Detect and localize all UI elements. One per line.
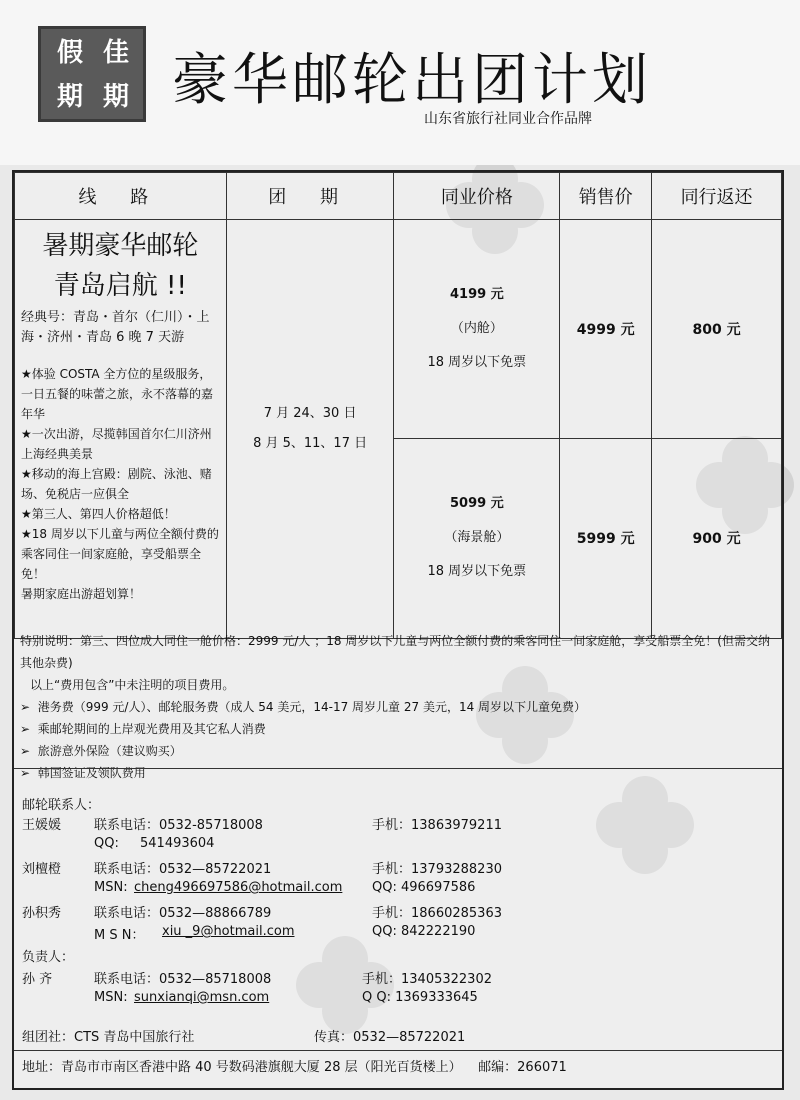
- logo-char: 期: [56, 82, 83, 112]
- excluded-item: ➢ 韩国签证及领队费用: [20, 766, 146, 780]
- contact-mobile: 手机：18660285363: [372, 906, 502, 921]
- contact-msn-label: MSN:: [94, 880, 128, 895]
- sale-price: 4999 元: [560, 220, 652, 439]
- route-description: [15, 220, 227, 639]
- special-note: 特别说明：第三、四位成人同住一舱价格：2999 元/人 ；18 周岁以下儿童与两位全额付费的乘客同住一间家庭舱，享受船票全免！(但需交纳其他杂费): [20, 634, 770, 670]
- bullet-icon: ➢: [20, 700, 31, 714]
- address: 地址：青岛市市南区香港中路 40 号数码港旗舰大厦 28 层（阳光百货楼上）: [22, 1060, 462, 1075]
- route-title-line: 青岛启航 !!: [53, 271, 187, 301]
- section-label: 负责人：: [22, 950, 75, 965]
- contact-msn-link[interactable]: xiu _9@hotmail.com: [162, 924, 295, 939]
- feature-item: ★18 周岁以下儿童与两位全额付费的乘客同住一间家庭舱，享受船票全免！: [21, 527, 219, 581]
- departure-dates: [226, 220, 394, 639]
- rebate: 900 元: [652, 438, 782, 638]
- feature-item: 暑期家庭出游超划算！: [21, 587, 142, 601]
- trade-price-cell: [394, 438, 560, 638]
- manager-qq: Q Q: 1369333645: [362, 990, 478, 1005]
- date-line: 8 月 5、11、17 日: [253, 436, 368, 451]
- divider: [14, 1050, 782, 1051]
- bullet-icon: ➢: [20, 722, 31, 736]
- page-title: 豪华邮轮出团计划: [172, 48, 652, 113]
- bullet-icon: ➢: [20, 766, 31, 780]
- postcode: 邮编：266071: [478, 1060, 567, 1075]
- manager-name: 孙 齐: [22, 972, 53, 987]
- excluded-intro: 以上“费用包含”中未注明的项目费用。: [30, 678, 235, 692]
- contact-name: 孙积秀: [22, 906, 62, 921]
- date-line: 7 月 24、30 日: [263, 406, 357, 421]
- sale-price: 5999 元: [560, 438, 652, 638]
- fax: 传真：0532—85722021: [314, 1030, 466, 1045]
- price-note: 18 周岁以下免票: [427, 354, 527, 370]
- contact-msn-link[interactable]: cheng496697586@hotmail.com: [134, 880, 343, 895]
- contact-name: 刘檀橙: [22, 862, 62, 877]
- column-header: 线 路: [15, 173, 227, 220]
- contact-name: 王媛媛: [22, 818, 62, 833]
- manager-msn-label: MSN:: [94, 990, 128, 1005]
- rebate: 800 元: [652, 220, 782, 439]
- route-title-line: 暑期豪华邮轮: [42, 231, 199, 261]
- contact-phone: 联系电话：0532—85722021: [94, 862, 272, 877]
- address-line: [22, 1056, 567, 1075]
- notes-section: [20, 630, 780, 784]
- price-note: 18 周岁以下免票: [427, 564, 527, 580]
- column-header: 同业价格: [394, 173, 560, 220]
- logo-char: 期: [102, 82, 129, 112]
- trade-price-cell: [394, 220, 560, 439]
- bullet-icon: ➢: [20, 744, 31, 758]
- divider: [14, 768, 782, 769]
- organizer: 组团社：CTS 青岛中国旅行社: [22, 1030, 195, 1045]
- column-header: 销售价: [560, 173, 652, 220]
- column-header: 团 期: [226, 173, 394, 220]
- page-subtitle: 山东省旅行社同业合作品牌: [424, 111, 592, 127]
- logo-char: 假: [56, 38, 83, 68]
- column-header: 同行返还: [652, 173, 782, 220]
- contact-qq: QQ: 496697586: [372, 880, 476, 895]
- excluded-item: ➢ 乘邮轮期间的上岸观光费用及其它私人消费: [20, 722, 266, 736]
- feature-item: ★体验 COSTA 全方位的星级服务，一日五餐的味蕾之旅，永不落幕的嘉年华: [21, 367, 214, 421]
- logo-char: 佳: [102, 38, 129, 68]
- route-table: [14, 172, 782, 639]
- contact-qq-label: QQ:: [94, 836, 119, 851]
- brand-logo: [38, 26, 146, 122]
- contact-msn-label: M S N：: [94, 928, 145, 943]
- feature-item: ★一次出游，尽揽韩国首尔仁川济州上海经典美景: [21, 427, 212, 461]
- contact-mobile: 手机：13793288230: [372, 862, 502, 877]
- feature-item: ★第三人、第四人价格超低！: [21, 507, 176, 521]
- content-frame: [12, 170, 784, 1090]
- cabin-type: （海景舱）: [444, 530, 510, 546]
- excluded-item: ➢ 旅游意外保险（建议购买）: [20, 744, 182, 758]
- cabin-type: （内舱）: [450, 320, 503, 336]
- manager-mobile: 手机：13405322302: [362, 972, 492, 987]
- route-code: 经典号：青岛・首尔（仁川）・上海・济州・青岛 6 晚 7 天游: [21, 310, 210, 345]
- manager-msn-link[interactable]: sunxianqi@msn.com: [134, 990, 270, 1005]
- route-features: [21, 364, 220, 604]
- trade-price: 4199 元: [449, 286, 504, 302]
- manager-phone: 联系电话：0532—85718008: [94, 972, 272, 987]
- table-row: [15, 220, 782, 439]
- header: [0, 0, 800, 165]
- contact-qq: 541493604: [140, 836, 215, 851]
- trade-price: 5099 元: [449, 496, 504, 512]
- feature-item: ★移动的海上宫殿：剧院、泳池、赌场、免税店一应俱全: [21, 467, 212, 501]
- table-header-row: [15, 173, 782, 220]
- contact-phone: 联系电话：0532-85718008: [94, 818, 263, 833]
- section-label: 邮轮联系人：: [22, 798, 101, 813]
- contact-mobile: 手机：13863979211: [372, 818, 502, 833]
- contact-qq: QQ: 842222190: [372, 924, 476, 939]
- excluded-item: ➢ 港务费（999 元/人）、邮轮服务费（成人 54 美元，14-17 周岁儿童 27 美元，14 周岁以下儿童免费）: [20, 700, 587, 714]
- contact-phone: 联系电话：0532—88866789: [94, 906, 272, 921]
